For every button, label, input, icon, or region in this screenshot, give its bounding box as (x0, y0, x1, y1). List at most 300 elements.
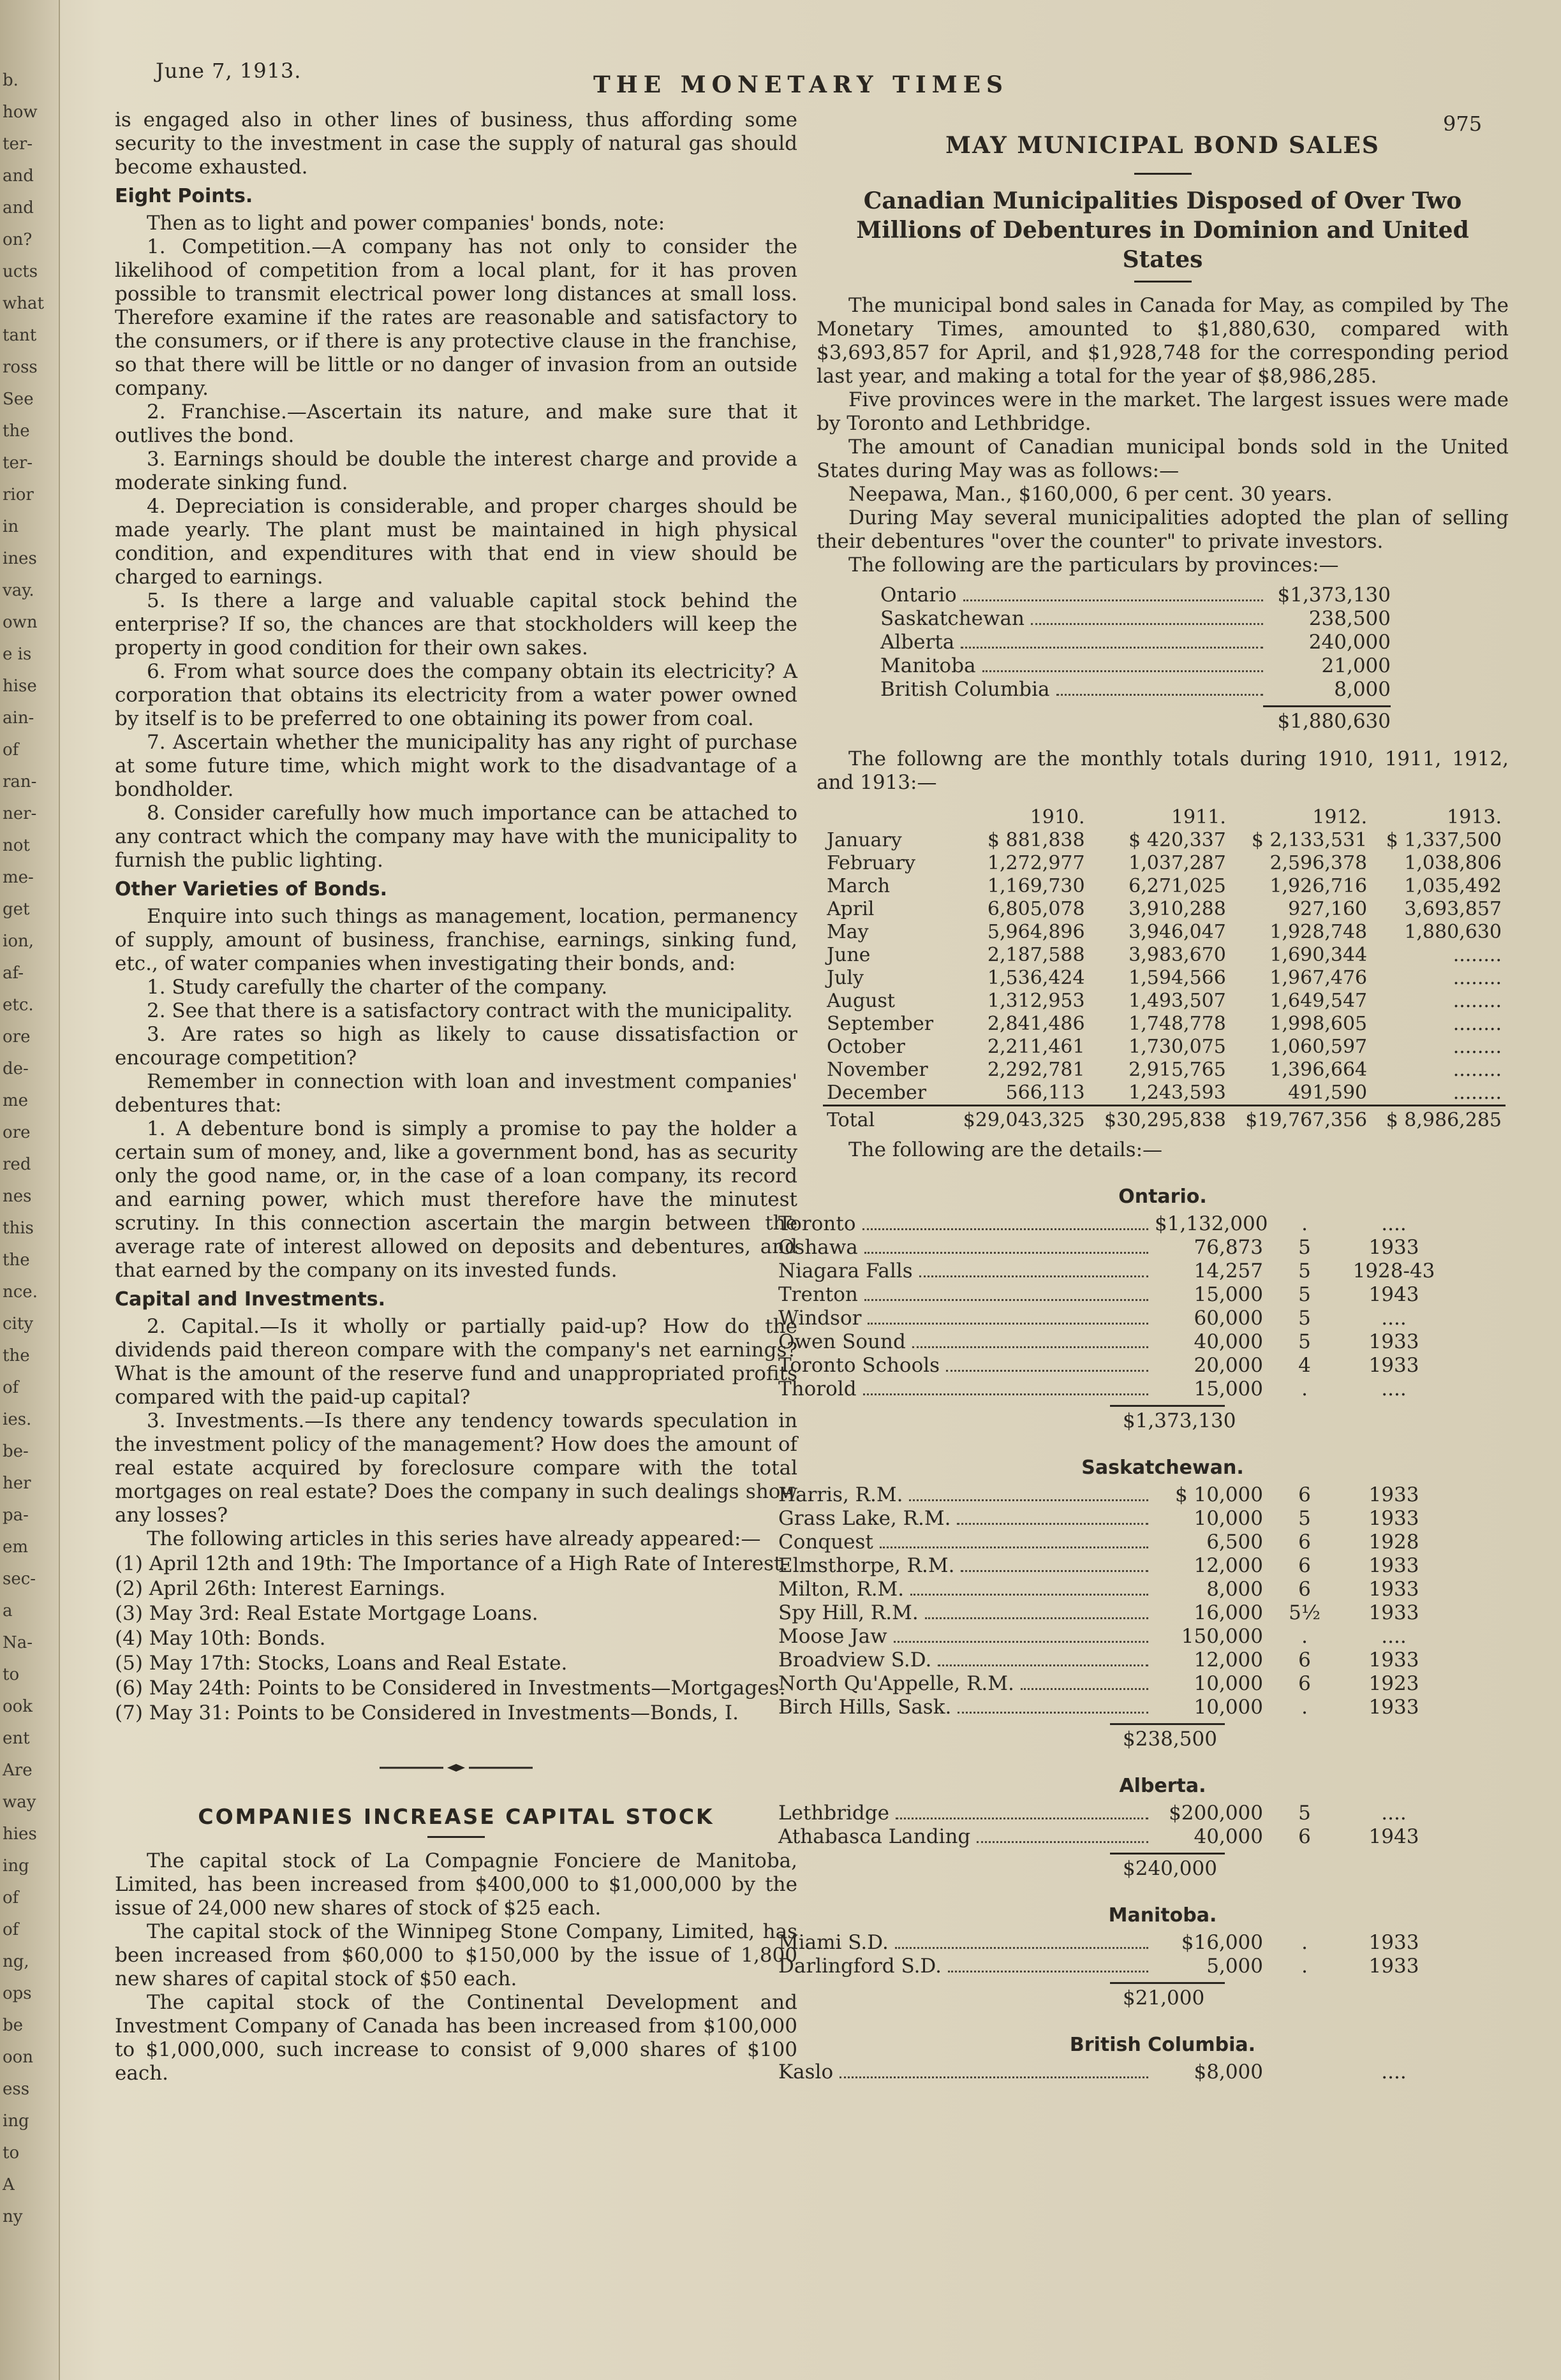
monthly-value: ........ (1453, 1059, 1502, 1081)
detail-amount: 40,000 (1194, 1825, 1263, 1848)
monthly-value: 5,964,896 (987, 921, 1085, 943)
month-name: November (827, 1059, 928, 1081)
monthly-value: 1,928,748 (1269, 921, 1368, 943)
series-lead: The following articles in this series have already appeared:— (147, 1527, 761, 1550)
monthly-value: $ 1,337,500 (1386, 829, 1502, 851)
detail-amount: $16,000 (1181, 1931, 1263, 1954)
article-item: (2) April 26th: Interest Earnings. (115, 1577, 446, 1600)
detail-maturity: .... (1381, 1307, 1407, 1330)
gutter-fragment: and (3, 166, 34, 186)
article-item: (7) May 31: Points to be Considered in Investments—Bonds, I. (115, 1701, 739, 1724)
month-name: July (827, 967, 864, 989)
province-detail-heading: Saskatchewan. (1081, 1457, 1244, 1479)
detail-amount: 15,000 (1194, 1283, 1263, 1306)
gutter-fragment: ess (3, 2080, 30, 2099)
municipality-name: Harris, R.M. (778, 1483, 903, 1506)
monthly-value: 1,730,075 (1128, 1036, 1226, 1058)
detail-amount: 15,000 (1194, 1377, 1263, 1400)
detail-maturity: .... (1381, 1212, 1407, 1235)
detail-maturity: 1933 (1368, 1354, 1419, 1377)
gutter-fragment: vay. (3, 581, 34, 600)
article-item: (3) May 3rd: Real Estate Mortgage Loans. (115, 1602, 538, 1625)
detail-maturity: 1933 (1368, 1649, 1419, 1671)
gutter-fragment: b. (3, 71, 18, 90)
province-amount: 238,500 (1308, 607, 1391, 630)
detail-total (778, 1405, 1442, 1433)
detail-row (778, 1554, 1442, 1578)
detail-rate: 6 (1298, 1672, 1311, 1695)
monthly-row (823, 967, 1506, 990)
detail-maturity: .... (1381, 1625, 1407, 1648)
detail-row (778, 1931, 1442, 1955)
point-item: 1. Competition.—A company has not only to consider the likelihood of competition from a local plant, for it has proven possible to transmit electrical power long distances at small loss. Therefore examine if the rates are reasonable and satisfactory to the consumers, or if there is any protective clause in the franchise, so that there will be little or no danger of invasion from an outside company. (115, 235, 797, 400)
monthly-value: 927,160 (1288, 898, 1368, 920)
gutter-fragment: af- (3, 964, 24, 983)
total-rule (1110, 1405, 1225, 1407)
month-name: April (827, 898, 875, 920)
remember-paragraph: Remember in connection with loan and investment companies' debentures that: (115, 1070, 797, 1117)
point-item: 4. Depreciation is considerable, and proper charges should be made yearly. The plant must be maintained in high physical condition, and expenditures with that end in view should be charged to earnings. (115, 495, 797, 589)
gutter-fragment: rior (3, 485, 34, 504)
detail-row (778, 1672, 1442, 1696)
point-item: 6. From what source does the company obtain its electricity? A corporation that obtains its electricity from a water power owned by itself is to be preferred to one obtaining its power from coal. (115, 660, 797, 730)
gutter-fragment: city (3, 1314, 34, 1333)
gutter-fragment: hies (3, 1825, 37, 1844)
province-row (880, 678, 1391, 702)
detail-maturity: 1943 (1368, 1283, 1419, 1306)
municipality-name: Elmsthorpe, R.M. (778, 1554, 955, 1577)
monthly-value: 491,590 (1288, 1082, 1368, 1104)
monthly-total-value: $ 8,986,285 (1371, 1106, 1506, 1133)
municipality-name: Windsor (778, 1307, 862, 1330)
total-label: Total (823, 1106, 947, 1133)
gutter-fragment: how (3, 103, 38, 122)
companies-paragraph: The capital stock of La Compagnie Fonciere de Manitoba, Limited, has been increased from $400,000 to $1,000,000 by the issue of 24,000 new shares of stock of $25 each. (115, 1849, 797, 1920)
gutter-fragment: on? (3, 230, 33, 249)
monthly-value: 3,983,670 (1128, 944, 1226, 966)
municipality-name: Moose Jaw (778, 1625, 887, 1648)
debenture-paragraph: 1. A debenture bond is simply a promise to pay the holder a certain sum of money, and, like a government bond, has as security only the good name, or, in the case of a loan company, its record and earning power, which must therefore have the minutest scrutiny. In this connection ascertain the margin between the average rate of interest allowed on deposits and debentures, and that earned by the company on its invested funds. (115, 1117, 797, 1282)
point-item: 5. Is there a large and valuable capital stock behind the enterprise? If so, the chances are that stockholders will keep the property in good condition for their own sakes. (115, 589, 797, 659)
monthly-value: 1,690,344 (1269, 944, 1368, 966)
monthly-row (823, 1059, 1506, 1082)
detail-rate: 6 (1298, 1483, 1311, 1506)
gutter-fragment: oon (3, 2048, 34, 2067)
month-name: December (827, 1082, 927, 1104)
monthly-value: ........ (1453, 990, 1502, 1012)
detail-row (778, 1377, 1442, 1401)
gutter-fragment: way (3, 1793, 36, 1812)
monthly-value: ........ (1453, 967, 1502, 989)
monthly-value: 1,312,953 (987, 990, 1085, 1012)
monthly-value: 2,211,461 (987, 1036, 1085, 1058)
year-header: 1913. (1447, 806, 1502, 828)
articles-list (115, 1552, 797, 1725)
detail-amount: $200,000 (1169, 1802, 1263, 1825)
total-rule (1110, 1723, 1225, 1725)
gutter-fragment: this (3, 1219, 34, 1238)
detail-total (778, 1982, 1442, 2010)
provinces-total: $1,880,630 (1277, 710, 1391, 733)
gutter-fragment: the (3, 422, 30, 441)
gutter-fragment: ook (3, 1697, 33, 1716)
detail-maturity: 1928 (1368, 1531, 1419, 1554)
province-detail-heading: Ontario. (1118, 1186, 1207, 1208)
gutter-fragment: her (3, 1474, 31, 1493)
gutter-fragment: ran- (3, 772, 37, 791)
monthly-value: 1,649,547 (1269, 990, 1368, 1012)
monthly-value: 1,748,778 (1128, 1013, 1226, 1035)
province-detail-heading: Alberta. (1119, 1775, 1206, 1797)
monthly-value: 1,243,593 (1128, 1082, 1226, 1104)
heading-rule (427, 1836, 485, 1838)
gutter-fragment: and (3, 198, 34, 217)
municipality-name: Darlingford S.D. (778, 1955, 942, 1978)
detail-row (778, 1696, 1442, 1719)
detail-amount: 150,000 (1181, 1625, 1263, 1648)
gutter-fragment: to (3, 2143, 20, 2163)
gutter-fragment: not (3, 836, 30, 855)
total-rule (1110, 1853, 1225, 1855)
gutter-fragment: e is (3, 645, 32, 664)
municipality-name: Milton, R.M. (778, 1578, 905, 1601)
detail-rate: 4 (1298, 1354, 1311, 1377)
gutter-fragment: ner- (3, 804, 37, 823)
gutter-fragment: of (3, 1920, 19, 1939)
detail-total-value: $238,500 (1123, 1728, 1217, 1751)
detail-amount: $8,000 (1194, 2060, 1263, 2083)
detail-total-value: $1,373,130 (1123, 1409, 1236, 1432)
article-item: (1) April 12th and 19th: The Importance of a High Rate of Interest. (115, 1552, 788, 1575)
province-amount: $1,373,130 (1277, 584, 1391, 606)
monthly-value: 2,187,588 (987, 944, 1085, 966)
monthly-value: $ 881,838 (987, 829, 1085, 851)
gutter-fragment: nes (3, 1187, 32, 1206)
monthly-value: 1,035,492 (1404, 875, 1502, 897)
month-name: February (827, 852, 915, 874)
gutter-fragment: ny (3, 2207, 23, 2226)
gutter-fragment: hise (3, 677, 37, 696)
detail-rate: 5 (1298, 1507, 1311, 1530)
detail-rate: 6 (1298, 1578, 1311, 1601)
detail-rate: . (1301, 1931, 1308, 1954)
monthly-value: $ 2,133,531 (1251, 829, 1368, 851)
gutter-fragment: ops (3, 1984, 32, 2003)
detail-rate: . (1301, 1212, 1308, 1235)
gutter-fragment: tant (3, 326, 37, 345)
municipality-name: Niagara Falls (778, 1260, 913, 1282)
detail-amount: 10,000 (1194, 1696, 1263, 1719)
detail-rate: 5 (1298, 1260, 1311, 1282)
monthly-totals-table (823, 806, 1506, 1132)
other-varieties-lead: Enquire into such things as management, location, permanency of supply, amount of business, franchise, earnings, sinking fund, etc., of water companies when investigating their bonds, and: (115, 905, 797, 975)
capital-item: 2. Capital.—Is it wholly or partially paid-up? How do the dividends paid thereon compare with the company's net earnings? What is the amount of the reserve fund and unappropriated profits compared with the paid-up capital? (115, 1315, 797, 1409)
monthly-value: $ 420,337 (1128, 829, 1226, 851)
monthly-value: 1,396,664 (1269, 1059, 1368, 1081)
gutter-fragment: de- (3, 1059, 29, 1078)
point-item: 8. Consider carefully how much importance can be attached to any contract which the company may have with the municipality to furnish the public lighting. (115, 802, 797, 872)
gutter-fragment: ore (3, 1027, 31, 1047)
water-item: 3. Are rates so high as likely to cause dissatisfaction or encourage competition? (115, 1023, 797, 1069)
detail-amount: 5,000 (1206, 1955, 1263, 1978)
monthly-row (823, 1013, 1506, 1036)
monthly-row (823, 944, 1506, 967)
detail-total (778, 1853, 1442, 1881)
detail-rate: 6 (1298, 1531, 1311, 1554)
detail-maturity: 1933 (1368, 1330, 1419, 1353)
province-row (880, 584, 1391, 607)
gutter-fragment: ng, (3, 1952, 29, 1971)
monthly-value: 1,272,977 (987, 852, 1085, 874)
province-name: British Columbia (880, 678, 1050, 701)
monthly-row (823, 921, 1506, 944)
monthly-value: 2,841,486 (987, 1013, 1085, 1035)
detail-rate: 5 (1298, 1236, 1311, 1259)
municipality-name: North Qu'Appelle, R.M. (778, 1672, 1014, 1695)
detail-rate: 5½ (1289, 1601, 1321, 1624)
monthly-value: 1,169,730 (987, 875, 1085, 897)
gutter-fragment: See (3, 390, 34, 409)
province-name: Saskatchewan (880, 607, 1025, 630)
capital-investments-heading: Capital and Investments. (115, 1288, 386, 1311)
detail-row (778, 1578, 1442, 1601)
municipality-name: Grass Lake, R.M. (778, 1507, 951, 1530)
detail-rate: . (1301, 1955, 1308, 1978)
monthly-value: 1,926,716 (1269, 875, 1368, 897)
capital-item: 3. Investments.—Is there any tendency towards speculation in the investment policy of the management? How does the amount of real estate acquired by foreclosure compare with the total mortgages on real estate? Does the company in such dealings show any losses? (115, 1409, 797, 1527)
monthly-value: 1,493,507 (1128, 990, 1226, 1012)
detail-row (778, 1825, 1442, 1849)
detail-amount: 16,000 (1194, 1601, 1263, 1624)
detail-row (778, 1955, 1442, 1978)
municipality-name: Broadview S.D. (778, 1649, 932, 1671)
month-name: August (827, 990, 895, 1012)
gutter-fragment: in (3, 517, 19, 536)
eight-points-heading: Eight Points. (115, 185, 253, 207)
detail-maturity: 1933 (1368, 1696, 1419, 1719)
month-name: June (827, 944, 871, 966)
detail-maturity: 1933 (1368, 1554, 1419, 1577)
detail-row (778, 1283, 1442, 1307)
detail-maturity: 1928-43 (1352, 1260, 1435, 1282)
provinces-lead: The following are the particulars by provinces:— (848, 554, 1339, 577)
detail-row (778, 1625, 1442, 1649)
province-detail-table (778, 1483, 1442, 1751)
companies-paragraph: The capital stock of the Continental Development and Investment Company of Canada has been increased from $100,000 to $1,000,000, such increase to consist of 9,000 shares of $100 each. (115, 1991, 797, 2085)
month-name: January (827, 829, 902, 851)
detail-row (778, 1307, 1442, 1330)
point-item: 3. Earnings should be double the interest charge and provide a moderate sinking fund. (115, 448, 797, 494)
water-item: 1. Study carefully the charter of the company. (147, 976, 608, 999)
detail-row (778, 1507, 1442, 1531)
municipality-name: Toronto Schools (778, 1354, 940, 1377)
monthly-value: 2,915,765 (1128, 1059, 1226, 1081)
detail-total (778, 1723, 1442, 1751)
detail-maturity: 1933 (1368, 1578, 1419, 1601)
details-intro: The following are the details:— (848, 1138, 1163, 1161)
monthly-value: 1,060,597 (1269, 1036, 1368, 1058)
monthly-value: 6,271,025 (1128, 875, 1226, 897)
article-item: (6) May 24th: Points to be Considered in Investments—Mortgages. (115, 1677, 786, 1700)
province-amount: 8,000 (1334, 678, 1391, 701)
monthly-value: 1,998,605 (1269, 1013, 1368, 1035)
monthly-row (823, 1036, 1506, 1059)
point-item: 7. Ascertain whether the municipality has any right of purchase at some future time, which might work to the disadvantage of a bondholder. (115, 731, 797, 801)
gutter-fragment: red (3, 1155, 31, 1174)
detail-row (778, 1236, 1442, 1260)
heading-rule (1134, 173, 1192, 175)
eight-points-lead: Then as to light and power companies' bonds, note: (147, 212, 665, 235)
monthly-row (823, 1082, 1506, 1106)
monthly-value: 3,910,288 (1128, 898, 1226, 920)
total-rule (1263, 705, 1391, 707)
detail-maturity: 1923 (1368, 1672, 1419, 1695)
section-ornament (115, 1756, 797, 1779)
gutter-fragment: ent (3, 1729, 30, 1748)
monthly-value: ........ (1453, 1013, 1502, 1035)
other-varieties-heading: Other Varieties of Bonds. (115, 878, 387, 900)
municipality-name: Toronto (778, 1212, 856, 1235)
gutter-fragment: etc. (3, 995, 34, 1015)
detail-row (778, 2060, 1442, 2084)
province-detail-table (778, 1931, 1442, 2010)
gutter-fragment: Are (3, 1761, 33, 1780)
monthly-total-value: $19,767,356 (1230, 1106, 1371, 1133)
deck-rule (1134, 281, 1192, 283)
monthly-value: 1,038,806 (1404, 852, 1502, 874)
detail-rate: 6 (1298, 1825, 1311, 1848)
left-column (115, 108, 797, 2085)
gutter-fragment: ines (3, 549, 37, 568)
gutter-fragment: get (3, 900, 30, 919)
monthly-row (823, 852, 1506, 875)
month-name: May (827, 921, 869, 943)
province-detail-heading: Manitoba. (1108, 1904, 1217, 1927)
detail-maturity: 1933 (1368, 1236, 1419, 1259)
detail-maturity: 1933 (1368, 1931, 1419, 1954)
year-header: 1912. (1312, 806, 1368, 828)
municipality-name: Conquest (778, 1531, 873, 1554)
monthly-value: ........ (1453, 1082, 1502, 1104)
month-name: October (827, 1036, 905, 1058)
sales-paragraph: During May several municipalities adopted the plan of selling their debentures "over the counter" to private investors. (817, 506, 1509, 553)
gutter-fragment: nce. (3, 1282, 38, 1302)
gutter-fragment: ter- (3, 453, 33, 473)
gutter-fragment: ies. (3, 1410, 32, 1429)
detail-maturity: 1933 (1368, 1507, 1419, 1530)
province-amount: 240,000 (1308, 631, 1391, 654)
monthly-value: ........ (1453, 944, 1502, 966)
monthly-row (823, 829, 1506, 852)
article-item: (4) May 10th: Bonds. (115, 1627, 326, 1650)
gutter-fragment: ion, (3, 932, 34, 951)
detail-amount: 14,257 (1194, 1260, 1263, 1282)
detail-total-value: $21,000 (1123, 1987, 1205, 2009)
detail-amount: $ 10,000 (1174, 1483, 1263, 1506)
gutter-fragment: of (3, 1378, 19, 1397)
header-title: THE MONETARY TIMES (593, 71, 1009, 98)
monthly-total-row (823, 1106, 1506, 1133)
header-date: June 7, 1913. (156, 59, 302, 83)
province-row (880, 607, 1391, 631)
detail-amount: 20,000 (1194, 1354, 1263, 1377)
detail-maturity: .... (1381, 2060, 1407, 2083)
gutter-fragment: ter- (3, 135, 33, 154)
right-column (778, 132, 1509, 2084)
detail-rate: 5 (1298, 1283, 1311, 1306)
point-item: 2. Franchise.—Ascertain its nature, and make sure that it outlives the bond. (115, 400, 797, 447)
province-row (880, 654, 1391, 678)
gutter-fragment: own (3, 613, 38, 632)
monthly-value: ........ (1453, 1036, 1502, 1058)
detail-maturity: 1933 (1368, 1601, 1419, 1624)
monthly-header-row (823, 806, 1506, 829)
municipality-name: Spy Hill, R.M. (778, 1601, 919, 1624)
adjacent-page-gutter (0, 0, 60, 2380)
detail-row (778, 1531, 1442, 1554)
gutter-fragment: sec- (3, 1569, 36, 1589)
monthly-value: 2,596,378 (1269, 852, 1368, 874)
water-item: 2. See that there is a satisfactory contract with the municipality. (147, 999, 793, 1022)
monthly-value: 1,536,424 (987, 967, 1085, 989)
province-detail-table (778, 1802, 1442, 1881)
monthly-value: 566,113 (1005, 1082, 1085, 1104)
monthly-row (823, 990, 1506, 1013)
municipality-name: Birch Hills, Sask. (778, 1696, 952, 1719)
gutter-fragment: ore (3, 1123, 31, 1142)
detail-maturity: 1943 (1368, 1825, 1419, 1848)
gutter-fragment: ain- (3, 709, 34, 728)
detail-rate: 6 (1298, 1649, 1311, 1671)
intro-paragraph: is engaged also in other lines of business, thus affording some security to the investment in case the supply of natural gas should become exhausted. (115, 108, 797, 179)
sales-paragraph: The amount of Canadian municipal bonds sold in the United States during May was as follows:— (817, 436, 1509, 482)
gutter-fragment: to (3, 1665, 20, 1684)
gutter-fragment: be (3, 2016, 24, 2035)
monthly-intro: The followng are the monthly totals during 1910, 1911, 1912, and 1913:— (817, 747, 1509, 794)
municipality-name: Lethbridge (778, 1802, 889, 1825)
detail-rate: . (1301, 1377, 1308, 1400)
detail-amount: 12,000 (1194, 1649, 1263, 1671)
gutter-fragment: ing (3, 1856, 29, 1876)
monthly-value: 1,037,287 (1128, 852, 1226, 874)
detail-maturity: .... (1381, 1377, 1407, 1400)
province-name: Ontario (880, 584, 957, 606)
gutter-fragment: ucts (3, 262, 38, 281)
neepawa-line: Neepawa, Man., $160,000, 6 per cent. 30 years. (848, 483, 1333, 506)
province-amount: 21,000 (1321, 654, 1391, 677)
monthly-total-value: $29,043,325 (947, 1106, 1088, 1133)
bond-sales-deck: Canadian Municipalities Disposed of Over Two Millions of Debentures in Dominion and United States (856, 187, 1469, 273)
detail-maturity: .... (1381, 1802, 1407, 1825)
detail-row (778, 1260, 1442, 1283)
detail-rate: . (1301, 1696, 1308, 1719)
gutter-fragment: Na- (3, 1633, 33, 1652)
companies-paragraph: The capital stock of the Winnipeg Stone Company, Limited, has been increased from $60,000 to $150,000 by the issue of 1,800 new shares of capital stock of $50 each. (115, 1920, 797, 1990)
detail-row (778, 1483, 1442, 1507)
municipality-name: Miami S.D. (778, 1931, 889, 1954)
gutter-fragment: ross (3, 358, 38, 377)
detail-amount: 60,000 (1194, 1307, 1263, 1330)
gutter-fragment: ing (3, 2112, 29, 2131)
companies-heading: COMPANIES INCREASE CAPITAL STOCK (198, 1804, 714, 1829)
detail-maturity: 1933 (1368, 1483, 1419, 1506)
detail-amount: 6,500 (1206, 1531, 1263, 1554)
detail-total-value: $240,000 (1123, 1857, 1217, 1880)
ornament-rule-icon (380, 1763, 533, 1772)
gutter-fragment: of (3, 1888, 19, 1907)
gutter-fragment: of (3, 740, 19, 760)
municipality-name: Trenton (778, 1283, 858, 1306)
